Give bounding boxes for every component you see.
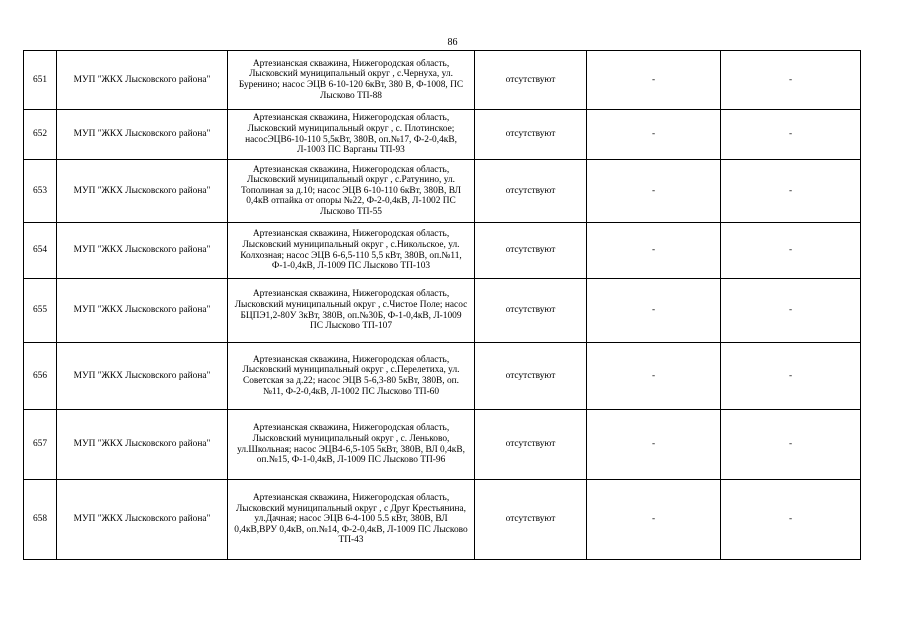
row-number-cell: 652 — [24, 110, 57, 160]
row-number-cell: 653 — [24, 160, 57, 223]
description-cell: Артезианская скважина, Нижегородская область, Лысковский муниципальный округ , с.Ратунино, ул. Тополиная за д.10; насос ЭЦВ 6-10-110 6кВт, 380В, ВЛ 0,4кВ отпайка от опоры №22, Ф-2-0,4кВ, Л-1002 ПС Лысково ТП-55 — [228, 160, 475, 223]
table-row — [24, 279, 861, 343]
status-cell: отсутствуют — [475, 343, 587, 410]
dash-cell: - — [721, 223, 861, 279]
dash-cell: - — [721, 160, 861, 223]
organization-cell: МУП "ЖКХ Лысковского района" — [57, 343, 228, 410]
table-row — [24, 110, 861, 160]
row-number-cell: 654 — [24, 223, 57, 279]
dash-cell: - — [721, 410, 861, 480]
dash-cell: - — [587, 160, 721, 223]
table-row — [24, 223, 861, 279]
organization-cell: МУП "ЖКХ Лысковского района" — [57, 51, 228, 110]
dash-cell: - — [721, 110, 861, 160]
dash-cell: - — [587, 480, 721, 560]
dash-cell: - — [587, 279, 721, 343]
row-number-cell: 655 — [24, 279, 57, 343]
organization-cell: МУП "ЖКХ Лысковского района" — [57, 223, 228, 279]
row-number-cell: 651 — [24, 51, 57, 110]
row-number-cell: 657 — [24, 410, 57, 480]
status-cell: отсутствуют — [475, 51, 587, 110]
dash-cell: - — [721, 279, 861, 343]
table-row — [24, 480, 861, 560]
dash-cell: - — [587, 410, 721, 480]
table-row — [24, 343, 861, 410]
row-number-cell: 656 — [24, 343, 57, 410]
dash-cell: - — [587, 110, 721, 160]
table-row — [24, 160, 861, 223]
description-cell: Артезианская скважина, Нижегородская область, Лысковский муниципальный округ , с.Чистое Поле; насос БЦПЭ1,2-80У 3кВт, 380В, оп.№30Б, Ф-1-0,4кВ, Л-1009 ПС Лысково ТП-107 — [228, 279, 475, 343]
table-row — [24, 410, 861, 480]
organization-cell: МУП "ЖКХ Лысковского района" — [57, 110, 228, 160]
dash-cell: - — [587, 343, 721, 410]
description-cell: Артезианская скважина, Нижегородская область, Лысковский муниципальный округ , с.Никольское, ул. Колхозная; насос ЭЦВ 6-6,5-110 5,5 кВт, 380В, оп.№11, Ф-1-0,4кВ, Л-1009 ПС Лысково ТП-103 — [228, 223, 475, 279]
dash-cell: - — [587, 51, 721, 110]
dash-cell: - — [721, 343, 861, 410]
dash-cell: - — [721, 51, 861, 110]
dash-cell: - — [587, 223, 721, 279]
status-cell: отсутствуют — [475, 110, 587, 160]
organization-cell: МУП "ЖКХ Лысковского района" — [57, 160, 228, 223]
status-cell: отсутствуют — [475, 223, 587, 279]
status-cell: отсутствуют — [475, 410, 587, 480]
organization-cell: МУП "ЖКХ Лысковского района" — [57, 410, 228, 480]
row-number-cell: 658 — [24, 480, 57, 560]
description-cell: Артезианская скважина, Нижегородская область, Лысковский муниципальный округ , с. Леньково, ул.Школьная; насос ЭЦВ4-6,5-105 5кВт, 380В, ВЛ 0,4кВ, оп.№15, Ф-1-0,4кВ, Л-1009 ПС Лысково ТП-96 — [228, 410, 475, 480]
description-cell: Артезианская скважина, Нижегородская область, Лысковский муниципальный округ , с.Чернуха, ул. Буренино; насос ЭЦВ 6-10-120 6кВт, 380 В, Ф-1008, ПС Лысково ТП-88 — [228, 51, 475, 110]
status-cell: отсутствуют — [475, 480, 587, 560]
dash-cell: - — [721, 480, 861, 560]
organization-cell: МУП "ЖКХ Лысковского района" — [57, 480, 228, 560]
description-cell: Артезианская скважина, Нижегородская область, Лысковский муниципальный округ , с.Перелетиха, ул. Советская за д.22; насос ЭЦВ 5-6,3-80 5кВт, 380В, оп.№11, Ф-2-0,4кВ, Л-1002 ПС Лысково ТП-60 — [228, 343, 475, 410]
description-cell: Артезианская скважина, Нижегородская область, Лысковский муниципальный округ , с Друг Крестьянина, ул.Дачная; насос ЭЦВ 6-4-100 5.5 кВт, 380В, ВЛ 0,4кВ,ВРУ 0,4кВ, оп.№14, Ф-2-0,4кВ, Л-1009 ПС Лысково ТП-43 — [228, 480, 475, 560]
organization-cell: МУП "ЖКХ Лысковского района" — [57, 279, 228, 343]
table-row — [24, 51, 861, 110]
page-number: 86 — [447, 37, 458, 48]
status-cell: отсутствуют — [475, 160, 587, 223]
description-cell: Артезианская скважина, Нижегородская область, Лысковский муниципальный округ , с. Плотинское; насосЭЦВ6-10-110 5,5кВт, 380В, оп.№17, Ф-2-0,4кВ, Л-1003 ПС Варганы ТП-93 — [228, 110, 475, 160]
registry-table — [23, 50, 861, 560]
status-cell: отсутствуют — [475, 279, 587, 343]
